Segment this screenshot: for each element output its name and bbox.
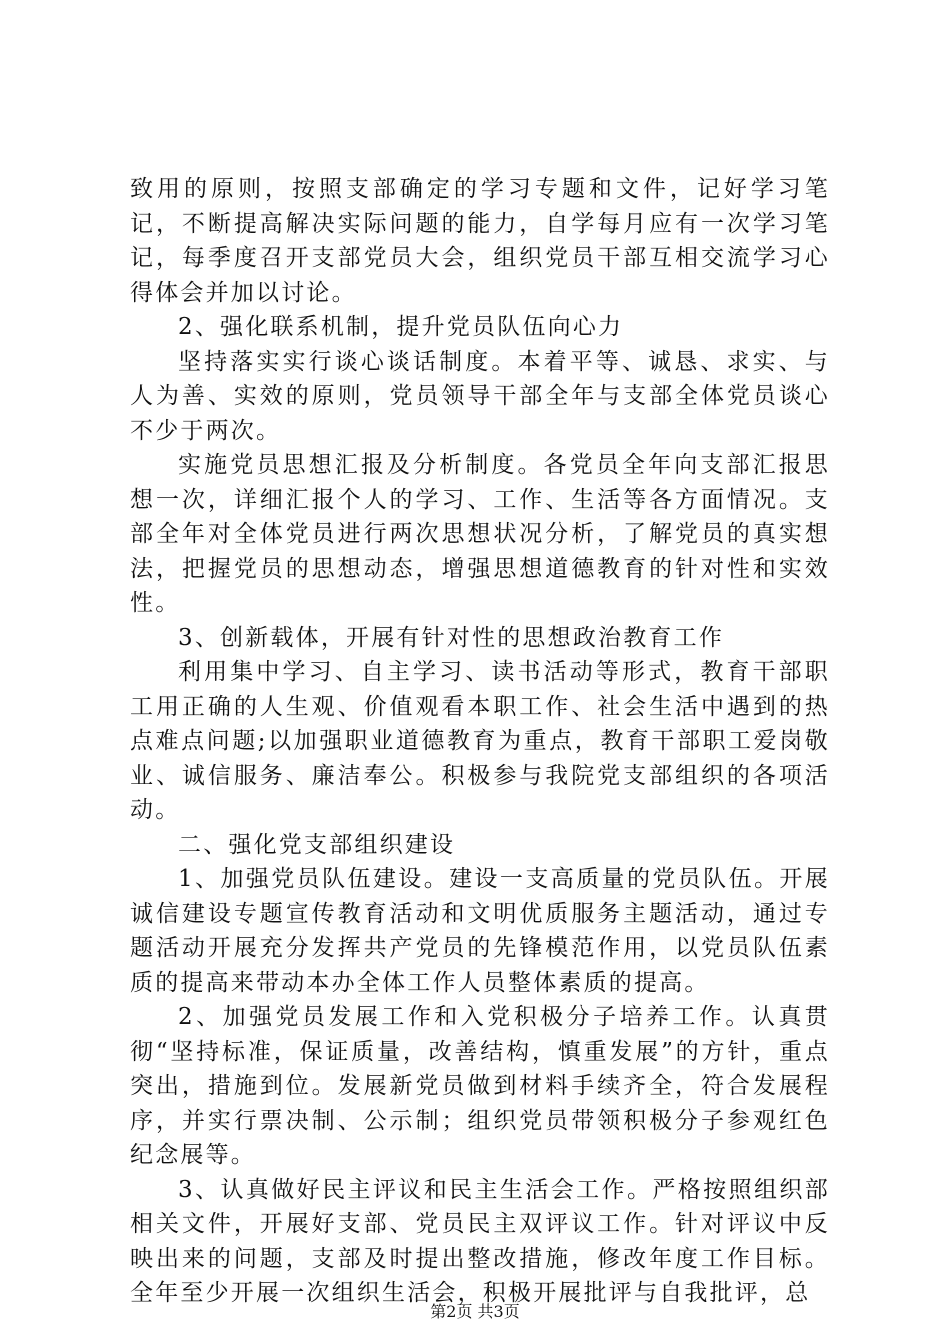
- paragraph-talk-system: 坚持落实实行谈心谈话制度。本着平等、诚恳、求实、与人为善、实效的原则，党员领导干部全年与支部全体党员谈心不少于两次。: [130, 348, 830, 444]
- paragraph-continuation: 致用的原则，按照支部确定的学习专题和文件，记好学习笔记，不断提高解决实际问题的能力，自学每月应有一次学习笔记，每季度召开支部党员大会，组织党员干部互相交流学习心得体会并加以讨论。: [130, 176, 830, 306]
- paragraph-team-building: 1、加强党员队伍建设。建设一支高质量的党员队伍。开展诚信建设专题宣传教育活动和文明优质服务主题活动，通过专题活动开展充分发挥共产党员的先锋模范作用，以党员队伍素质的提高来带动本办全体工作人员整体素质的提高。: [130, 866, 830, 996]
- paragraph-democratic-review: 3、认真做好民主评议和民主生活会工作。严格按照组织部相关文件，开展好支部、党员民主双评议工作。针对评议中反映出来的问题，支部及时提出整改措施，修改年度工作目标。全年至少开展一次组织生活会，积极开展批评与自我批评，总: [130, 1176, 830, 1306]
- paragraph-thought-report: 实施党员思想汇报及分析制度。各党员全年向支部汇报思想一次，详细汇报个人的学习、工作、生活等各方面情况。支部全年对全体党员进行两次思想状况分析，了解党员的真实想法，把握党员的思想动态，增强思想道德教育的针对性和实效性。: [130, 452, 830, 616]
- section-heading-innovation-carrier: 3、创新载体，开展有针对性的思想政治教育工作: [178, 624, 725, 651]
- page-number-footer: 第2页 共3页: [430, 1302, 520, 1321]
- section-heading-organization-building: 二、强化党支部组织建设: [178, 831, 456, 858]
- section-heading-contact-mechanism: 2、强化联系机制，提升党员队伍向心力: [178, 314, 624, 340]
- paragraph-education-forms: 利用集中学习、自主学习、读书活动等形式，教育干部职工用正确的人生观、价值观看本职工作、社会生活中遇到的热点难点问题;以加强职业道德教育为重点，教育干部职工爱岗敬业、诚信服务、廉洁奉公。积极参与我院党支部组织的各项活动。: [130, 659, 830, 823]
- paragraph-member-development: 2、加强党员发展工作和入党积极分子培养工作。认真贯彻“坚持标准，保证质量，改善结构，慎重发展”的方针，重点突出，措施到位。发展新党员做到材料手续齐全，符合发展程序，并实行票决制、公示制；组织党员带领积极分子参观红色纪念展等。: [130, 1004, 830, 1168]
- document-body: [130, 172, 830, 1311]
